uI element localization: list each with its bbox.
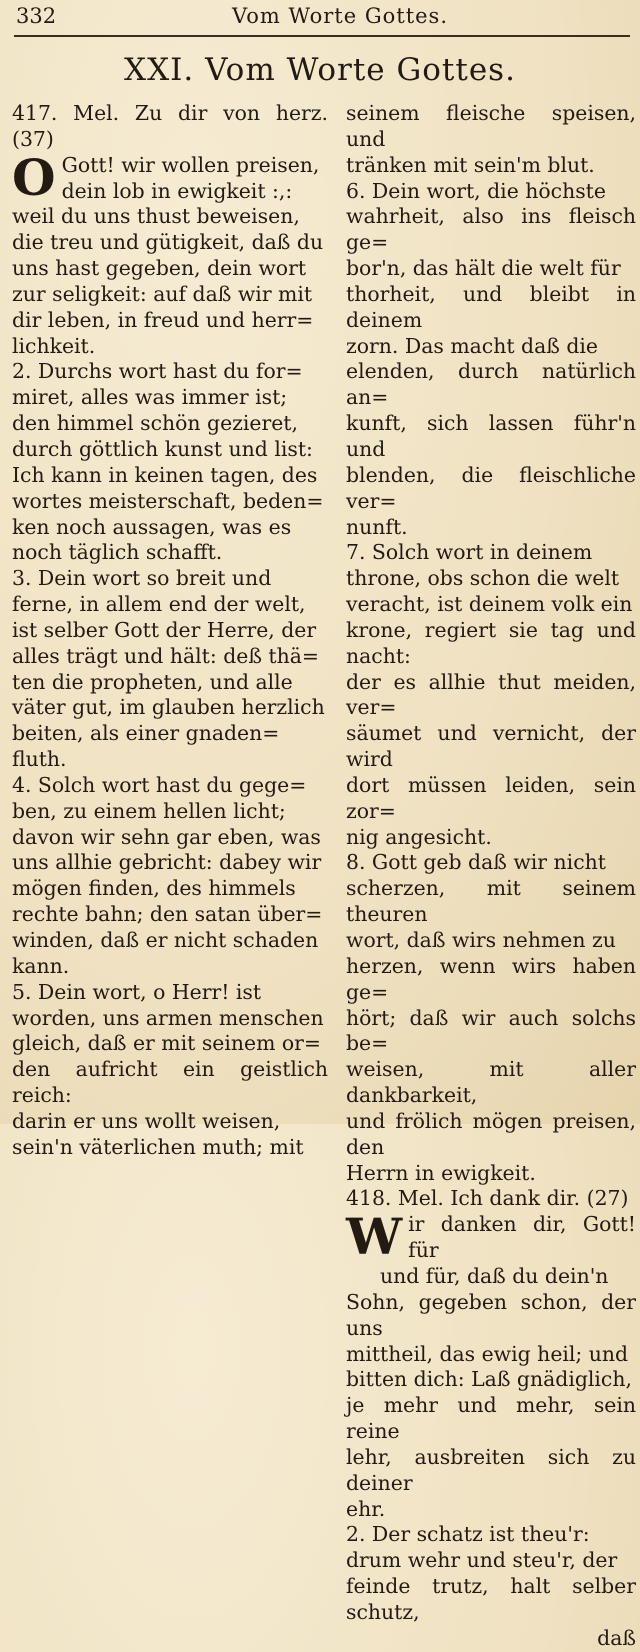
right-text-lines (346, 101, 636, 1186)
text-line: ir danken dir, Gott! für (408, 1212, 636, 1263)
text-line: nig angesicht. (346, 824, 492, 849)
text-line: worden, uns armen menschen (12, 1005, 324, 1030)
text-line: dir leben, in freud und herr= (12, 307, 314, 332)
text-line: weisen, mit aller dankbarkeit, (346, 1057, 636, 1108)
text-line: sein'n väterlichen muth; mit (12, 1134, 304, 1159)
text-line: bitten dich: Laß gnädiglich, (346, 1367, 632, 1392)
drop-capital: O (12, 147, 56, 207)
text-line: Gott! wir wollen preisen, (61, 152, 320, 177)
text-line: throne, obs schon die welt (346, 566, 620, 591)
text-line: und für, daß du dein'n (380, 1263, 609, 1288)
hymn-header: 418. Mel. Ich dank dir. (27) (346, 1186, 629, 1211)
text-line: 4. Solch wort hast du gege= (12, 772, 307, 797)
text-line: durch göttlich kunst und list: (12, 436, 313, 461)
text-line: ben, zu einem hellen licht; (12, 798, 286, 823)
text-line: 2. Durchs wort hast du for= (12, 359, 303, 384)
text-line: dort müssen leiden, sein zor= (346, 772, 636, 823)
text-line: zorn. Das macht daß die (346, 333, 598, 358)
page-header (0, 0, 640, 34)
text-line: der es allhie thut meiden, ver= (346, 669, 636, 720)
text-line: feinde trutz, halt selber schutz, (346, 1574, 636, 1624)
text-line: den aufricht ein geistlich reich: (12, 1057, 328, 1108)
text-line: thorheit, und bleibt in deinem (346, 281, 636, 332)
text-line: uns allhie gebricht: dabey wir (12, 850, 322, 875)
text-line: davon wir sehn gar eben, was (12, 824, 321, 849)
left-text-lines (12, 204, 328, 1160)
running-title: Vom Worte Gottes. (231, 4, 449, 28)
text-line: uns hast gegeben, dein wort (12, 256, 307, 281)
text-line: 3. Dein wort so breit und (12, 566, 272, 591)
text-line: scherzen, mit seinem theuren (346, 876, 636, 927)
text-line: 6. Dein wort, die höchste (346, 178, 606, 203)
text-line: väter gut, im glauben herzlich (12, 695, 325, 720)
text-line: ferne, in allem end der welt, (12, 592, 306, 617)
text-line: ken noch aussagen, was es (12, 514, 292, 539)
text-line: je mehr und mehr, sein reine (346, 1393, 636, 1444)
text-line: hört; daß wir auch solchs be= (346, 1005, 636, 1056)
section-title: XXI. Vom Worte Gottes. (124, 52, 516, 88)
text-line: Sohn, gegeben schon, der uns (346, 1289, 636, 1340)
text-line: tränken mit sein'm blut. (346, 152, 595, 177)
text-line: beiten, als einer gnaden= (12, 721, 280, 746)
text-line: elenden, durch natürlich an= (346, 359, 636, 410)
text-line: 7. Solch wort in deinem (346, 540, 593, 565)
text-line: wortes meisterschaft, beden= (12, 488, 324, 513)
right-text-lines (346, 1290, 636, 1626)
text-line: miret, alles was immer ist; (12, 385, 288, 410)
text-line: gleich, daß er mit seinem or= (12, 1031, 321, 1056)
text-line: bor'n, das hält die welt für (346, 256, 621, 281)
text-line: wahrheit, also ins fleisch ge= (346, 204, 636, 255)
text-line: herzen, wenn wirs haben ge= (346, 953, 636, 1004)
hymn-417-verse-1 (12, 147, 328, 207)
text-line: drum wehr und steu'r, der (346, 1548, 618, 1573)
page-number: 332 (16, 4, 57, 28)
text-line: ehr. (346, 1496, 386, 1521)
hymn-418-verse-1 (346, 1207, 636, 1290)
text-line: 5. Dein wort, o Herr! ist (12, 979, 262, 1004)
text-line: ten die propheten, und alle (12, 669, 293, 694)
text-line: lehr, ausbreiten sich zu deiner (346, 1444, 636, 1495)
drop-capital: W (346, 1207, 403, 1267)
text-line: dein lob in ewigkeit :,: (61, 178, 293, 203)
header-rule (14, 35, 630, 37)
text-line: fluth. (12, 747, 67, 772)
text-line: veracht, ist deinem volk ein (346, 592, 633, 617)
text-line: ist selber Gott der Herre, der (12, 617, 317, 642)
text-line: wort, daß wirs nehmen zu (346, 928, 616, 952)
text-line: Herrn in ewigkeit. (346, 1160, 536, 1185)
text-line: mögen finden, des himmels (12, 876, 296, 901)
text-line: kunft, sich lassen führ'n und (346, 411, 636, 461)
text-line: zur seligkeit: auf daß wir mit (12, 281, 313, 306)
text-line: nunft. (346, 514, 408, 539)
text-line: alles trägt und hält: deß thä= (12, 643, 319, 668)
text-line: seinem fleische speisen, und (346, 101, 636, 151)
text-line: und frölich mögen preisen, den (346, 1108, 636, 1159)
text-line: noch täglich schafft. (12, 540, 223, 565)
text-line: weil du uns thust beweisen, (12, 204, 300, 229)
hymn-header: 417. Mel. Zu dir von herz. (37) (12, 101, 328, 151)
left-column (12, 101, 328, 1161)
text-line: mittheil, das ewig heil; und (346, 1341, 629, 1366)
text-line: 2. Der schatz ist theu'r: (346, 1522, 590, 1547)
text-line: den himmel schön gezieret, (12, 411, 298, 436)
text-line: krone, regiert sie tag und nacht: (346, 617, 636, 668)
text-line: darin er uns wollt weisen, (12, 1108, 281, 1133)
text-line: kann. (12, 953, 70, 978)
text-line: die treu und gütigkeit, daß du (12, 230, 324, 255)
text-line: lichkeit. (12, 333, 96, 358)
text-line: blenden, die fleischliche ver= (346, 462, 636, 513)
text-line: Ich kann in keinen tagen, des (12, 462, 318, 487)
text-line: säumet und vernicht, der wird (346, 721, 636, 772)
text-line: winden, daß er nicht schaden (12, 928, 319, 952)
text-line: 8. Gott geb daß wir nicht (346, 850, 606, 875)
catchword: daß (597, 1625, 636, 1650)
text-line: rechte bahn; den satan über= (12, 902, 323, 927)
right-column (346, 101, 636, 1652)
